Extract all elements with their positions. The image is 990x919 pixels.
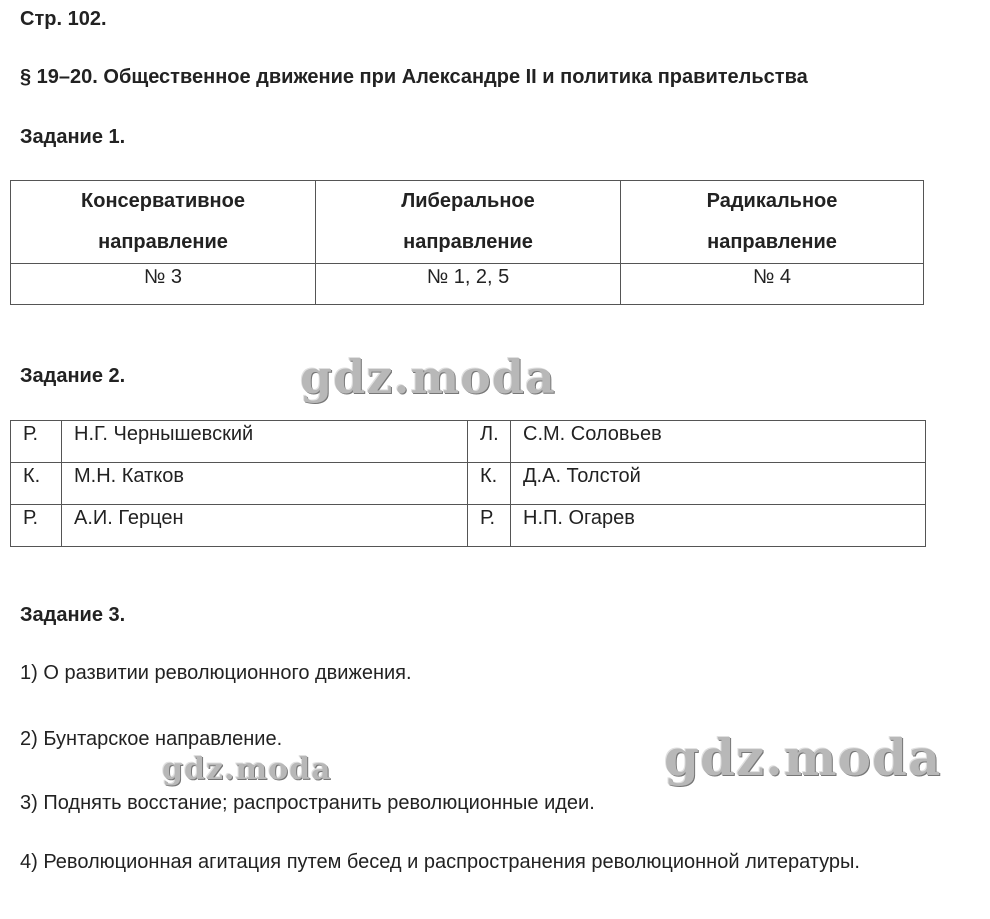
task3-answer-1: 1) О развитии революционного движения. [20,662,412,684]
task2-name: А.И. Герцен [62,505,468,547]
task3-answer-4: 4) Революционная агитация путем бесед и распространения революционной литературы. [20,851,860,873]
task2-mark: Р. [11,421,62,463]
task3-answer-2: 2) Бунтарское направление. [20,728,283,750]
task2-mark: К. [11,463,62,505]
task1-table [10,180,924,305]
page-label: Стр. 102. [20,8,107,30]
task2-name: М.Н. Катков [62,463,468,505]
task2-heading: Задание 2. [20,365,126,387]
table-row [11,505,926,547]
task1-answer-radical: № 4 [621,264,924,305]
task2-name: Н.П. Огарев [511,505,926,547]
task2-mark: Л. [468,421,511,463]
task3-heading: Задание 3. [20,604,126,626]
table-row [11,463,926,505]
table-row [11,181,924,264]
watermark: gdz.moda [664,728,942,787]
watermark: gdz.moda [162,752,332,787]
task1-header-liberal: Либеральное направление [316,181,621,264]
task1-answer-liberal: № 1, 2, 5 [316,264,621,305]
section-title: § 19–20. Общественное движение при Александре II и политика правительства [20,66,808,88]
table-row [11,264,924,305]
task3-answer-3: 3) Поднять восстание; распространить революционные идеи. [20,792,595,814]
table-row [11,421,926,463]
task2-mark: К. [468,463,511,505]
task2-name: Н.Г. Чернышевский [62,421,468,463]
task2-mark: Р. [468,505,511,547]
task1-answer-conservative: № 3 [11,264,316,305]
task1-header-conservative: Консервативное направление [11,181,316,264]
task2-table [10,420,926,547]
task1-heading: Задание 1. [20,126,126,148]
watermark: gdz.moda [300,350,556,404]
task2-mark: Р. [11,505,62,547]
task1-header-radical: Радикальное направление [621,181,924,264]
task2-name: Д.А. Толстой [511,463,926,505]
task2-name: С.М. Соловьев [511,421,926,463]
